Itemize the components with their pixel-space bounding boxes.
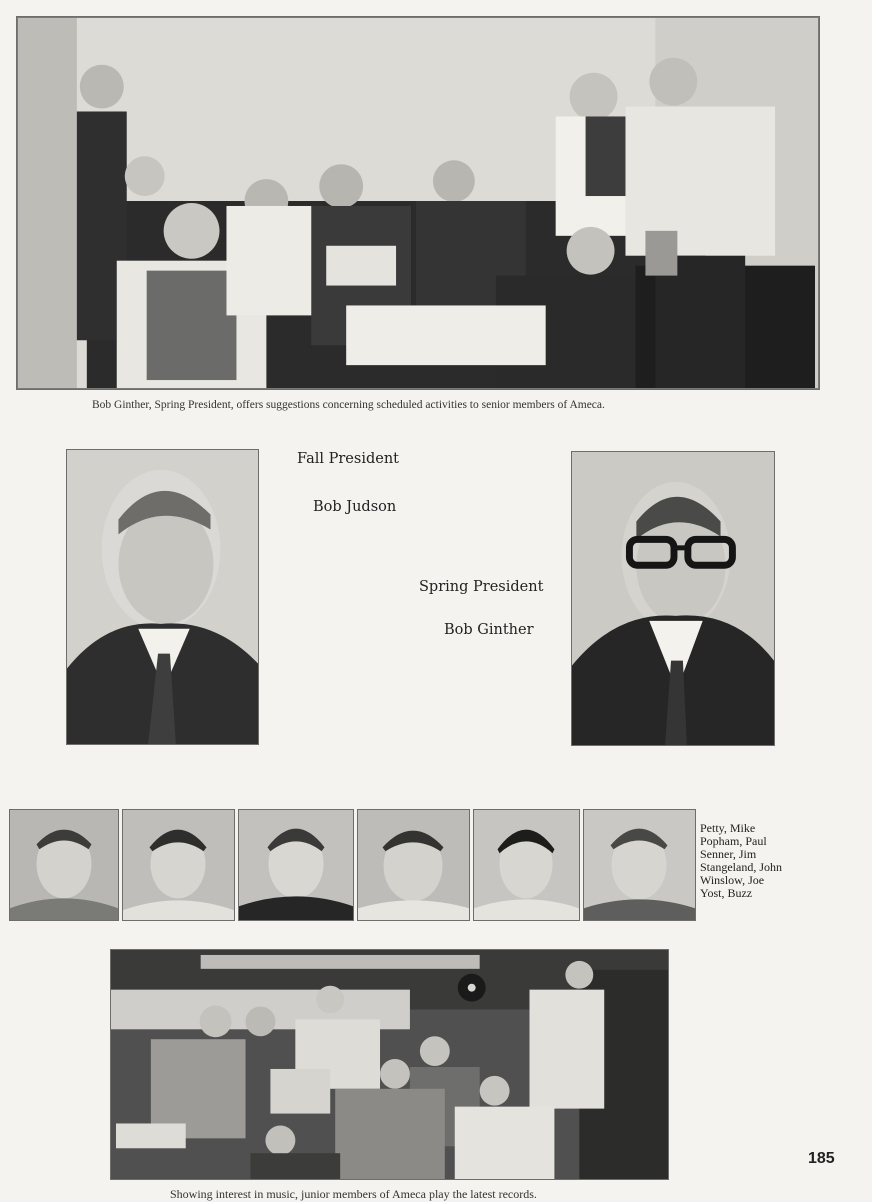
member-portrait-6 <box>583 809 696 921</box>
member-name-line: Winslow, Joe <box>700 873 765 887</box>
member-names-list <box>700 822 820 900</box>
page-number: 185 <box>808 1150 835 1167</box>
member-portrait-2 <box>122 809 235 921</box>
top-photo-caption: Bob Ginther, Spring President, offers suggestions concerning scheduled activities to senior members of Ameca. <box>92 399 605 411</box>
spring-president-title: Spring President <box>419 579 544 595</box>
portrait-fall-president <box>66 449 259 745</box>
spring-president-name: Bob Ginther <box>444 622 534 638</box>
member-name-line: Petty, Mike <box>700 821 756 835</box>
fall-president-name: Bob Judson <box>313 499 397 515</box>
member-name-line: Senner, Jim <box>700 847 757 861</box>
member-portrait-3 <box>238 809 354 921</box>
fall-president-title: Fall President <box>297 451 399 467</box>
member-name-line: Stangeland, John <box>700 860 782 874</box>
member-portrait-4 <box>357 809 470 921</box>
member-name-line: Yost, Buzz <box>700 886 753 900</box>
group-photo-senior-members <box>16 16 820 390</box>
portrait-spring-president <box>571 451 775 746</box>
member-portrait-5 <box>473 809 580 921</box>
member-name-line: Popham, Paul <box>700 834 767 848</box>
member-portrait-1 <box>9 809 119 921</box>
group-photo-junior-members <box>110 949 669 1180</box>
bottom-photo-caption: Showing interest in music, junior members of Ameca play the latest records. <box>170 1187 537 1201</box>
